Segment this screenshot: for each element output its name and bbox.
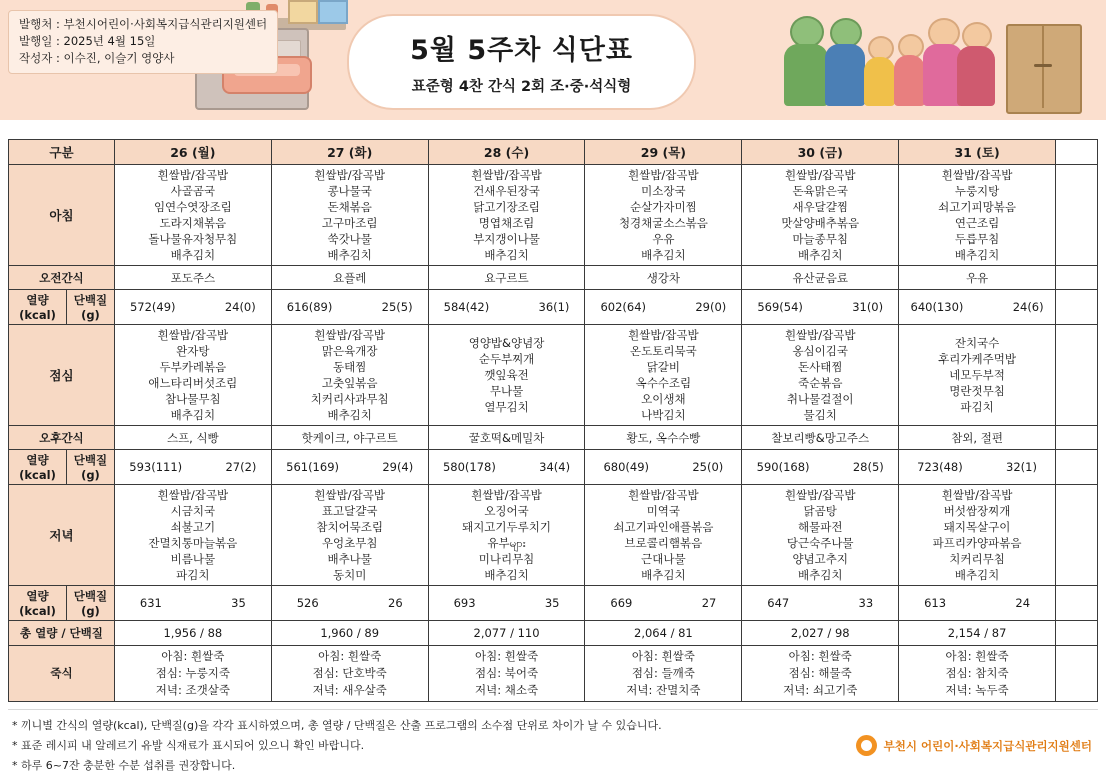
family-illustration	[782, 14, 997, 114]
dinner-nutrition-thu	[585, 586, 742, 621]
column-header-fri: 30 (금)	[742, 140, 899, 165]
breakfast-fri: 흰쌀밥/잡곡밥 돈육맑은국 새우달걀찜 맛살양배추볶음 마늘종무침 배추김치	[742, 165, 899, 266]
breakfast-row	[9, 165, 1098, 266]
morning-protein-sat: 24(6)	[1012, 300, 1044, 314]
morning-snack-row	[9, 266, 1098, 290]
row-label-lunch: 점심	[9, 325, 115, 426]
table-header-row	[9, 140, 1098, 165]
lunch-sat: 잔치국수 후리가케주먹밥 네모두부적 명란젓무침 파김치	[899, 325, 1056, 426]
morning-nutrition-thu	[585, 290, 742, 325]
afternoon-snack-thu: 황도, 옥수수빵	[585, 426, 742, 450]
lunch-wed: 영양밥&양념장 순두부찌개 깻잎육전 무나물 열무김치	[428, 325, 585, 426]
porridge-thu: 아침: 흰쌀죽 점심: 들깨죽 저녁: 잔멸치죽	[585, 646, 742, 702]
page-title: 5월 5주차 식단표	[410, 35, 633, 66]
afternoon-kcal-wed: 580(178)	[442, 460, 496, 474]
afternoon-kcal-sat: 723(48)	[917, 460, 963, 474]
total-thu: 2,064 / 81	[585, 621, 742, 646]
footer-notes	[12, 716, 662, 776]
porridge-fri: 아침: 흰쌀죽 점심: 해물죽 저녁: 쇠고기죽	[742, 646, 899, 702]
dinner-mon: 흰쌀밥/잡곡밥 시금치국 쇠불고기 잔멸치통마늘볶음 비름나물 파김치	[114, 485, 271, 586]
morning-snack-sat: 우유	[899, 266, 1056, 290]
picture-frame-icon	[288, 0, 318, 24]
dinner-protein-tue: 26	[388, 596, 403, 610]
label-protein-afternoon: 단백질(g)	[66, 450, 114, 485]
dinner-row	[9, 485, 1098, 586]
dinner-nutrition-blank	[1055, 586, 1097, 621]
dinner-kcal-fri: 647	[767, 596, 790, 610]
breakfast-blank	[1055, 165, 1097, 266]
dinner-kcal-wed: 693	[453, 596, 476, 610]
footer-note-3: * 하루 6~7잔 충분한 수분 섭취를 권장합니다.	[12, 759, 236, 772]
label-kcal-dinner: 열량(kcal)	[9, 586, 67, 621]
afternoon-kcal-tue: 561(169)	[286, 460, 339, 474]
afternoon-nutrition-tue	[271, 450, 428, 485]
dinner-protein-thu: 27	[701, 596, 717, 610]
dinner-kcal-mon: 631	[139, 596, 162, 610]
dinner-wed: 흰쌀밥/잡곡밥 오징어국 돼지고기두루치기 유부များ 미나리무침 배추김치	[428, 485, 585, 586]
morning-snack-mon: 포도주스	[114, 266, 271, 290]
publisher-label: 발행처 : 부천시어린이·사회복지급식관리지원센터	[19, 17, 268, 31]
morning-nutrition-row	[9, 290, 1098, 325]
morning-nutrition-tue	[271, 290, 428, 325]
morning-kcal-wed: 584(42)	[443, 300, 490, 314]
morning-snack-tue: 요플레	[271, 266, 428, 290]
dinner-protein-fri: 33	[858, 596, 874, 610]
porridge-mon: 아침: 흰쌀죽 점심: 누룽지죽 저녁: 조갯살죽	[114, 646, 271, 702]
total-row	[9, 621, 1098, 646]
morning-kcal-fri: 569(54)	[757, 300, 803, 314]
dinner-protein-sat: 24	[1015, 596, 1031, 610]
wardrobe-illustration	[1006, 24, 1082, 114]
afternoon-protein-thu: 25(0)	[692, 460, 724, 474]
afternoon-nutrition-wed	[428, 450, 585, 485]
label-protein-morning: 단백질(g)	[66, 290, 114, 325]
lunch-mon: 흰쌀밥/잡곡밥 완자탕 두부카레볶음 애느타리버섯조림 참나물무침 배추김치	[114, 325, 271, 426]
lunch-thu: 흰쌀밥/잡곡밥 온도토리묵국 닭갈비 옥수수조림 오이생채 나박김치	[585, 325, 742, 426]
total-mon: 1,956 / 88	[114, 621, 271, 646]
dinner-tue: 흰쌀밥/잡곡밥 표고달걀국 참치어묵조림 우엉초무침 배추나물 동치미	[271, 485, 428, 586]
title-bubble	[347, 14, 696, 110]
breakfast-sat: 흰쌀밥/잡곡밥 누룽지탕 쇠고기피망볶음 연근조림 두릅무침 배추김치	[899, 165, 1056, 266]
afternoon-snack-sat: 참외, 절편	[899, 426, 1056, 450]
morning-protein-wed: 36(1)	[538, 300, 570, 314]
afternoon-nutrition-row	[9, 450, 1098, 485]
total-wed: 2,077 / 110	[428, 621, 585, 646]
lunch-tue: 흰쌀밥/잡곡밥 맑은육개장 동태찜 고춧잎볶음 치커리사과무침 배추김치	[271, 325, 428, 426]
morning-kcal-thu: 602(64)	[600, 300, 647, 314]
header-band	[0, 0, 1106, 120]
porridge-sat: 아침: 흰쌀죽 점심: 참치죽 저녁: 녹두죽	[899, 646, 1056, 702]
afternoon-protein-tue: 29(4)	[382, 460, 414, 474]
column-header-thu: 29 (목)	[585, 140, 742, 165]
logo-text: 부천시 어린이·사회복지급식관리지원센터	[883, 738, 1092, 753]
total-tue: 1,960 / 89	[271, 621, 428, 646]
afternoon-snack-blank	[1055, 426, 1097, 450]
breakfast-tue: 흰쌀밥/잡곡밥 콩나물국 돈채볶음 고구마조림 쑥갓나물 배추김치	[271, 165, 428, 266]
afternoon-snack-tue: 핫케이크, 야구르트	[271, 426, 428, 450]
picture-frame-icon-2	[318, 0, 348, 24]
afternoon-nutrition-fri	[742, 450, 899, 485]
porridge-blank	[1055, 646, 1097, 702]
lunch-row	[9, 325, 1098, 426]
publish-date-label: 발행일 : 2025년 4월 15일	[19, 34, 156, 48]
row-label-breakfast: 아침	[9, 165, 115, 266]
dinner-fri: 흰쌀밥/잡곡밥 닭곰탕 해물파전 당근숙주나물 양념고추지 배추김치	[742, 485, 899, 586]
porridge-tue: 아침: 흰쌀죽 점심: 단호박죽 저녁: 새우살죽	[271, 646, 428, 702]
morning-protein-thu: 29(0)	[695, 300, 727, 314]
morning-kcal-tue: 616(89)	[286, 300, 333, 314]
column-header-mon: 26 (월)	[114, 140, 271, 165]
label-protein-dinner: 단백질(g)	[66, 586, 114, 621]
footer-divider	[8, 709, 1098, 710]
breakfast-thu: 흰쌀밥/잡곡밥 미소장국 순살가자미찜 청경채굴소스볶음 우유 배추김치	[585, 165, 742, 266]
dinner-nutrition-mon	[114, 586, 271, 621]
morning-protein-mon: 24(0)	[224, 300, 256, 314]
dinner-protein-mon: 35	[231, 596, 246, 610]
afternoon-nutrition-mon	[114, 450, 271, 485]
morning-kcal-sat: 640(130)	[910, 300, 964, 314]
dinner-kcal-thu: 669	[610, 596, 633, 610]
morning-snack-thu: 생강차	[585, 266, 742, 290]
total-fri: 2,027 / 98	[742, 621, 899, 646]
column-header-wed: 28 (수)	[428, 140, 585, 165]
dinner-blank	[1055, 485, 1097, 586]
afternoon-kcal-mon: 593(111)	[129, 460, 183, 474]
page-subtitle: 표준형 4찬 간식 2회 조·중·석식형	[411, 79, 632, 95]
lunch-blank	[1055, 325, 1097, 426]
column-header-blank	[1055, 140, 1097, 165]
logo-mark-icon	[856, 735, 877, 756]
morning-nutrition-sat	[899, 290, 1056, 325]
morning-snack-fri: 유산균음료	[742, 266, 899, 290]
row-label-porridge: 죽식	[9, 646, 115, 702]
dinner-thu: 흰쌀밥/잡곡밥 미역국 쇠고기파인애플볶음 브로콜리햄볶음 근대나물 배추김치	[585, 485, 742, 586]
dinner-nutrition-row	[9, 586, 1098, 621]
row-label-morning-snack: 오전간식	[9, 266, 115, 290]
row-label-dinner: 저녁	[9, 485, 115, 586]
morning-nutrition-blank	[1055, 290, 1097, 325]
column-header-sat: 31 (토)	[899, 140, 1056, 165]
afternoon-protein-fri: 28(5)	[852, 460, 884, 474]
total-sat: 2,154 / 87	[899, 621, 1056, 646]
morning-nutrition-wed	[428, 290, 585, 325]
lunch-fri: 흰쌀밥/잡곡밥 옹심이김국 돈사태찜 죽순볶음 취나물걸절이 물김치	[742, 325, 899, 426]
dinner-kcal-tue: 526	[296, 596, 319, 610]
dinner-kcal-sat: 613	[924, 596, 947, 610]
morning-snack-wed: 요구르트	[428, 266, 585, 290]
afternoon-snack-wed: 꿀호떡&메밀차	[428, 426, 585, 450]
afternoon-kcal-thu: 680(49)	[603, 460, 650, 474]
morning-nutrition-fri	[742, 290, 899, 325]
afternoon-nutrition-blank	[1055, 450, 1097, 485]
afternoon-kcal-fri: 590(168)	[756, 460, 810, 474]
total-blank	[1055, 621, 1097, 646]
afternoon-snack-fri: 찰보리빵&망고주스	[742, 426, 899, 450]
dinner-nutrition-wed	[428, 586, 585, 621]
afternoon-protein-sat: 32(1)	[1006, 460, 1037, 474]
afternoon-snack-mon: 스프, 식빵	[114, 426, 271, 450]
weekly-menu-table	[8, 139, 1098, 702]
porridge-row	[9, 646, 1098, 702]
column-header-tue: 27 (화)	[271, 140, 428, 165]
afternoon-snack-row	[9, 426, 1098, 450]
dinner-nutrition-fri	[742, 586, 899, 621]
author-label: 작성자 : 이수진, 이슬기 영양사	[19, 51, 175, 65]
morning-protein-fri: 31(0)	[852, 300, 884, 314]
morning-protein-tue: 25(5)	[381, 300, 413, 314]
breakfast-mon: 흰쌀밥/잡곡밥 사골곰국 임연수엿장조림 도라지채볶음 돌나물유자청무침 배추김치	[114, 165, 271, 266]
row-label-total: 총 열량 / 단백질	[9, 621, 115, 646]
column-header-0: 구분	[9, 140, 115, 165]
morning-nutrition-mon	[114, 290, 271, 325]
row-label-afternoon-snack: 오후간식	[9, 426, 115, 450]
dinner-sat: 흰쌀밥/잡곡밥 버섯쌈장찌개 돼지목살구이 파프리카양파볶음 치커리무침 배추김치	[899, 485, 1056, 586]
center-logo	[856, 735, 1092, 756]
afternoon-nutrition-sat	[899, 450, 1056, 485]
dinner-protein-wed: 35	[544, 596, 560, 610]
label-kcal-afternoon: 열량(kcal)	[9, 450, 67, 485]
dinner-nutrition-tue	[271, 586, 428, 621]
footer-note-1: * 끼니별 간식의 열량(kcal), 단백질(g)을 각각 표시하였으며, 총 열량 / 단백질은 산출 프로그램의 소수점 단위로 차이가 날 수 있습니다.	[12, 719, 662, 732]
porridge-wed: 아침: 흰쌀죽 점심: 북어죽 저녁: 채소죽	[428, 646, 585, 702]
morning-kcal-mon: 572(49)	[129, 300, 176, 314]
footer-note-2: * 표준 레시피 내 알레르기 유발 식재료가 표시되어 있으니 확인 바랍니다.	[12, 739, 365, 752]
afternoon-protein-wed: 34(4)	[539, 460, 571, 474]
label-kcal-morning: 열량(kcal)	[9, 290, 67, 325]
afternoon-protein-mon: 27(2)	[225, 460, 257, 474]
dinner-nutrition-sat	[899, 586, 1056, 621]
publication-info	[8, 10, 278, 74]
breakfast-wed: 흰쌀밥/잡곡밥 건새우된장국 닭고기장조림 명엽채조림 부지갱이나물 배추김치	[428, 165, 585, 266]
morning-snack-blank	[1055, 266, 1097, 290]
afternoon-nutrition-thu	[585, 450, 742, 485]
